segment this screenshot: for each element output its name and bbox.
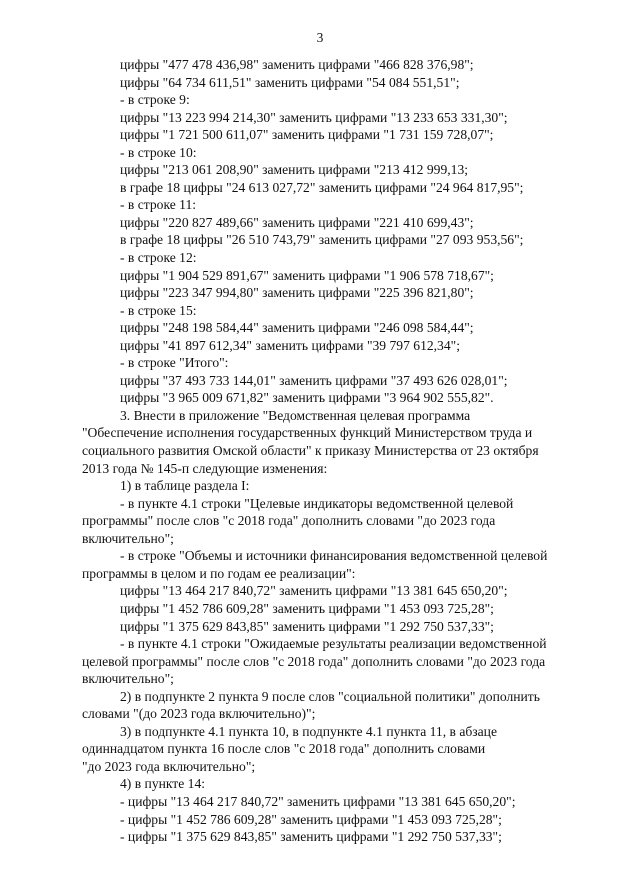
text-line: программы" после слов "с 2018 года" дополнить словами "до 2023 года xyxy=(82,513,496,529)
text-line: 1) в таблице раздела I: xyxy=(120,478,250,494)
text-line: целевой программы" после слов "с 2018 года" дополнить словами "до 2023 года xyxy=(82,653,546,669)
text-line: цифры "220 827 489,66" заменить цифрами "221 410 699,43"; xyxy=(120,214,474,230)
text-line: цифры "477 478 436,98" заменить цифрами "466 828 376,98"; xyxy=(120,57,474,72)
text-line: - в строке 15: xyxy=(120,302,197,318)
text-line: - в строке 12: xyxy=(120,250,197,266)
text-line: словами "(до 2023 года включительно)"; xyxy=(82,706,316,722)
text-line: 3) в подпункте 4.1 пункта 10, в подпункте 4.1 пункта 11, в абзаце xyxy=(120,723,497,739)
text-line: одиннадцатом пункта 16 после слов "с 2018 года" дополнить словами xyxy=(82,741,486,757)
text-line: 3. Внести в приложение "Ведомственная целевая программа xyxy=(120,407,471,423)
text-line: "до 2023 года включительно"; xyxy=(82,758,256,774)
document-body xyxy=(82,56,596,846)
text-line: - цифры "13 464 217 840,72" заменить цифрами "13 381 645 650,20"; xyxy=(120,793,516,809)
text-line: 2013 года № 145-п следующие изменения: xyxy=(82,460,328,476)
text-line: - цифры "1 452 786 609,28" заменить цифрами "1 453 093 725,28"; xyxy=(120,811,502,827)
text-line: - в пункте 4.1 строки "Ожидаемые результаты реализации ведомственной xyxy=(120,636,547,652)
text-line: включительно"; xyxy=(82,530,174,546)
text-line: - в строке "Объемы и источники финансирования ведомственной целевой xyxy=(120,548,548,564)
text-line: цифры "1 721 500 611,07" заменить цифрами "1 731 159 728,07"; xyxy=(120,127,494,143)
text-line: в графе 18 цифры "24 613 027,72" заменить цифрами "24 964 817,95"; xyxy=(120,179,524,195)
text-line: "Обеспечение исполнения государственных функций Министерством труда и xyxy=(82,425,533,441)
text-line: - в пункте 4.1 строки "Целевые индикаторы ведомственной целевой xyxy=(120,495,514,511)
text-line: цифры "248 198 584,44" заменить цифрами "246 098 584,44"; xyxy=(120,320,474,336)
text-line: 4) в пункте 14: xyxy=(120,776,206,792)
text-line: социального развития Омской области" к приказу Министерства от 23 октября xyxy=(82,443,539,459)
text-line: цифры "1 375 629 843,85" заменить цифрами "1 292 750 537,33"; xyxy=(120,618,494,634)
text-line: цифры "13 223 994 214,30" заменить цифрами "13 233 653 331,30"; xyxy=(120,109,508,125)
text-line: включительно"; xyxy=(82,671,174,687)
text-line: цифры "1 452 786 609,28" заменить цифрами "1 453 093 725,28"; xyxy=(120,600,494,616)
text-line: - в строке "Итого": xyxy=(120,355,229,371)
text-line: цифры "37 493 733 144,01" заменить цифрами "37 493 626 028,01"; xyxy=(120,372,508,388)
text-line: в графе 18 цифры "26 510 743,79" заменить цифрами "27 093 953,56"; xyxy=(120,232,524,248)
text-line: - в строке 10: xyxy=(120,144,197,160)
text-line: цифры "223 347 994,80" заменить цифрами "225 396 821,80"; xyxy=(120,285,474,301)
text-line: 2) в подпункте 2 пункта 9 после слов "социальной политики" дополнить xyxy=(120,688,540,704)
text-line: - в строке 11: xyxy=(120,197,197,213)
text-line: цифры "13 464 217 840,72" заменить цифрами "13 381 645 650,20"; xyxy=(120,583,508,599)
text-line: цифры "213 061 208,90" заменить цифрами "213 412 999,13; xyxy=(120,162,469,178)
text-line: цифры "1 904 529 891,67" заменить цифрами "1 906 578 718,67"; xyxy=(120,267,494,283)
text-line: - цифры "1 375 629 843,85" заменить цифрами "1 292 750 537,33"; xyxy=(120,829,502,845)
text-line: программы в целом и по годам ее реализации": xyxy=(82,565,356,581)
page-number: 3 xyxy=(316,30,324,45)
text-line: - в строке 9: xyxy=(120,92,190,108)
text-line: цифры "3 965 009 671,82" заменить цифрами "3 964 902 555,82". xyxy=(120,390,494,406)
text-line: цифры "64 734 611,51" заменить цифрами "54 084 551,51"; xyxy=(120,74,460,90)
text-line: цифры "41 897 612,34" заменить цифрами "39 797 612,34"; xyxy=(120,337,460,353)
